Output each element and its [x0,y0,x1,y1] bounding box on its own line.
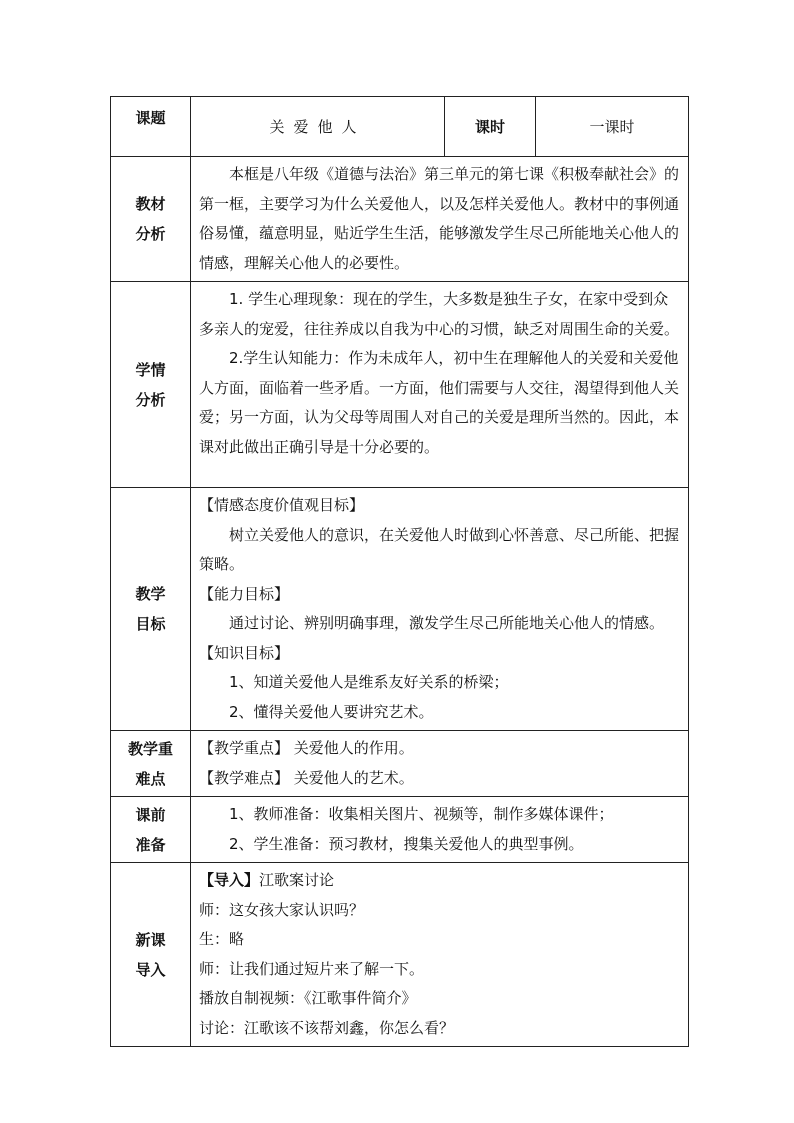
textbook-analysis-label-2: 分析 [135,225,166,243]
intro-row [111,863,689,1047]
topic-label: 课题 [111,97,191,157]
intro-line: 师：让我们通过短片来了解一下。 [199,959,425,978]
objectives-label-1: 教学 [135,585,166,603]
ability-text: 通过讨论、辨别明确事理，激发学生尽己所能地关心他人的情感。 [229,614,665,632]
intro-line: 师：这女孩大家认识吗？ [199,900,365,919]
objectives-content [191,488,689,731]
preparation-row [111,797,689,863]
preparation-label-2: 准备 [135,835,166,854]
objectives-label-2: 目标 [135,615,166,633]
ability-heading: 【能力目标】 [199,584,290,603]
student-analysis-item: 2.学生认知能力：作为未成年人，初中生在理解他人的关爱和关爱他人方面，面临着一些矛盾。一方面，他们需要与人交往，渴望得到他人关爱；另一方面，认为父母等周围人对自己的关爱是理所当然的。因此，本课对此做出正确引导是十分必要的。 [199,349,680,456]
preparation-item: 2、学生准备：预习教材，搜集关爱他人的典型事例。 [229,834,584,853]
textbook-analysis-content [191,157,689,282]
intro-line: 生：略 [199,930,245,948]
key-points-content [191,731,689,797]
key-points-label [111,731,191,797]
textbook-analysis-text: 本框是八年级《道德与法治》第三单元的第七课《积极奉献社会》的第一框，主要学习为什么关爱他人，以及怎样关爱他人。教材中的事例通俗易懂，蕴意明显，贴近学生生活，能够激发学生尽己所能地关心他人的情感，理解关心他人的必要性。 [199,165,680,272]
student-analysis-item: 1. 学生心理现象：现在的学生，大多数是独生子女，在家中受到众多亲人的宠爱，往往养成以自我为中心的习惯，缺乏对周围生命的关爱。 [199,290,680,338]
intro-label [111,863,191,1047]
topic-row [111,97,689,157]
textbook-analysis-label-1: 教材 [135,195,166,213]
objectives-label [111,488,191,731]
intro-line: 播放自制视频：《江歌事件简介》 [199,989,417,1007]
student-analysis-label-2: 分析 [135,390,166,409]
objectives-row [111,488,689,731]
hours-label: 课时 [445,97,536,157]
student-analysis-content [191,282,689,488]
intro-line: 讨论：江歌该不该帮刘鑫，你怎么看？ [199,1018,455,1037]
preparation-label [111,797,191,863]
student-analysis-row [111,282,689,488]
textbook-analysis-row [111,157,689,282]
knowledge-item: 2、懂得关爱他人要讲究艺术。 [229,702,434,721]
intro-label-2: 导入 [135,960,166,979]
intro-label-1: 新课 [135,930,166,949]
emotion-text: 树立关爱他人的意识，在关爱他人时做到心怀善意、尽己所能、把握策略。 [199,525,680,573]
preparation-item: 1、教师准备：收集相关图片、视频等，制作多媒体课件； [229,805,614,823]
key-focus: 【教学重点】 关爱他人的作用。 [199,739,414,757]
student-analysis-label [111,282,191,488]
emotion-heading: 【情感态度价值观目标】 [199,496,365,514]
key-difficulty: 【教学难点】 关爱他人的艺术。 [199,768,414,787]
intro-heading-tag: 【导入】 [199,871,260,889]
preparation-content [191,797,689,863]
knowledge-heading: 【知识目标】 [199,643,290,662]
knowledge-item: 1、知道关爱他人是维系友好关系的桥梁； [229,673,509,691]
topic-value: 关爱他人 [191,97,445,157]
key-points-label-2: 难点 [135,769,166,788]
key-points-label-1: 教学重 [127,739,173,758]
intro-heading-text: 江歌案讨论 [259,871,335,889]
student-analysis-label-1: 学情 [135,360,166,379]
textbook-analysis-label [111,157,191,282]
intro-content [191,863,689,1047]
intro-heading [199,866,682,896]
key-points-row [111,731,689,797]
lesson-plan-table [110,96,689,1047]
preparation-label-1: 课前 [135,805,166,824]
hours-value: 一课时 [536,97,689,157]
